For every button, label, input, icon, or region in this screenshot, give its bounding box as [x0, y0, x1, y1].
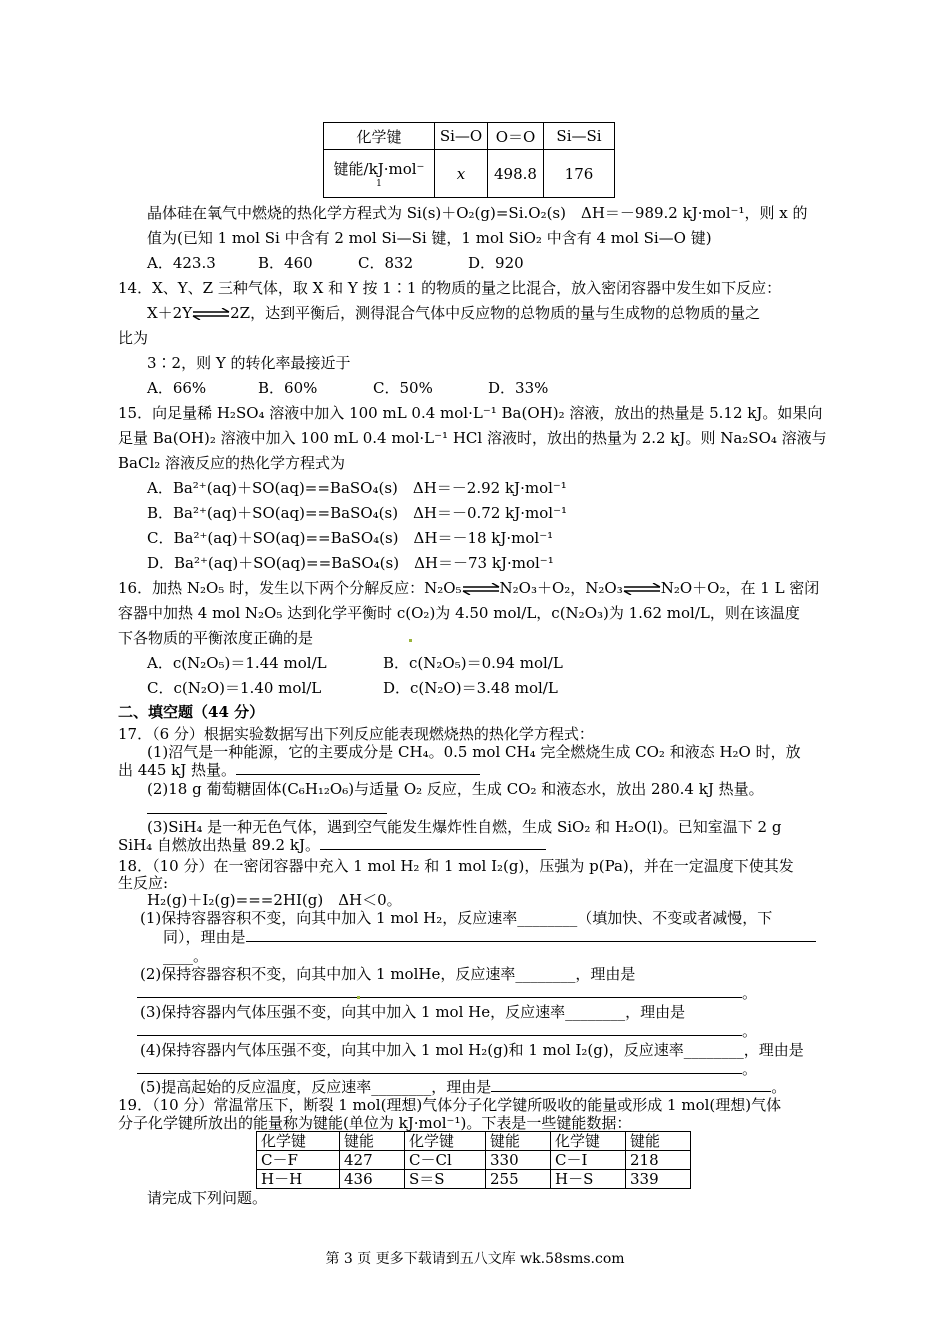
q17-p1-line1: (1)沼气是一种能源，它的主要成分是 CH₄。0.5 mol CH₄ 完全燃烧生成 CO₂ 和液态 H₂O 时，放	[147, 743, 801, 761]
q15-line2: 足量 Ba(OH)₂ 溶液中加入 100 mL 0.4 mol·L⁻¹ HCl 溶液时，放出的热量为 2.2 kJ。则 Na₂SO₄ 溶液与	[118, 429, 827, 447]
answer-blank[interactable]	[137, 1059, 742, 1074]
table1-header: Si—Si	[544, 123, 615, 150]
table2-cell: 化学键	[257, 1132, 340, 1151]
q18-s2-line2: 。	[137, 983, 757, 1003]
q17-line1: 17．（6 分）根据实验数据写出下列反应能表现燃烧热的热化学方程式：	[118, 725, 594, 743]
answer-blank[interactable]	[137, 1021, 742, 1036]
table2-cell: 化学键	[551, 1132, 626, 1151]
q18-s3-line1: (3)保持容器内气体压强不变，向其中加入 1 mol He，反应速率________，理由是	[140, 1003, 686, 1021]
q16-line2: 容器中加热 4 mol N₂O₅ 达到化学平衡时 c(O₂)为 4.50 mol/L，c(N₂O₃)为 1.62 mol/L，则在该温度	[118, 604, 800, 622]
q13-option-d: D．920	[468, 254, 524, 272]
q17-p2-line1: (2)18 g 葡萄糖固体(C₆H₁₂O₆)与适量 O₂ 反应，生成 CO₂ 和液态水，放出 280.4 kJ 热量。	[147, 780, 764, 798]
q15-option-c: C．Ba²⁺(aq)＋SO(aq)==BaSO₄(s) ΔH＝－18 kJ·mol⁻¹	[147, 529, 554, 547]
table1-row-label: 键能/kJ·mol⁻ 1	[324, 150, 435, 198]
q16-option-d: D．c(N₂O)＝3.48 mol/L	[383, 679, 558, 697]
answer-blank[interactable]	[320, 835, 546, 850]
q15-option-b: B．Ba²⁺(aq)＋SO(aq)==BaSO₄(s) ΔH＝－0.72 kJ·mol⁻¹	[147, 504, 568, 522]
table2-cell: 339	[626, 1170, 691, 1189]
table1-cell: 498.8	[488, 150, 544, 198]
q13-option-c: C．832	[358, 254, 414, 272]
q13-option-b: B．460	[258, 254, 313, 272]
q17-p3-line1: (3)SiH₄ 是一种无色气体，遇到空气能发生爆炸性自燃，生成 SiO₂ 和 H₂O(l)。已知室温下 2 g	[147, 818, 782, 836]
table2-cell: H－S	[551, 1170, 626, 1189]
table2-cell: 427	[340, 1151, 405, 1170]
stray-dot	[409, 639, 412, 642]
table1-header: O＝O	[488, 123, 544, 150]
table2-cell: S＝S	[405, 1170, 486, 1189]
q18-s1-line1: (1)保持容器容积不变，向其中加入 1 mol H₂，反应速率________（填加快、不变或者减慢，下	[140, 909, 773, 927]
table1-header: 化学键	[324, 123, 435, 150]
q18-s2-line1: (2)保持容器容积不变，向其中加入 1 molHe，反应速率________，理由是	[140, 965, 636, 983]
answer-blank[interactable]	[137, 983, 742, 998]
q13-line1: 晶体硅在氧气中燃烧的热化学方程式为 Si(s)＋O₂(g)=Si.O₂(s) ΔH＝－989.2 kJ·mol⁻¹，则 x 的	[147, 204, 808, 222]
equilibrium-arrow-icon	[462, 583, 500, 595]
q19-line3: 请完成下列问题。	[147, 1189, 268, 1207]
q16-option-b: B．c(N₂O₅)＝0.94 mol/L	[383, 654, 563, 672]
equilibrium-arrow-icon	[623, 583, 661, 595]
q19-line2: 分子化学键所放出的能量称为键能(单位为 kJ·mol⁻¹)。下表是一些键能数据：	[118, 1114, 632, 1132]
q16-option-c: C．c(N₂O)＝1.40 mol/L	[147, 679, 322, 697]
table2-cell: 键能	[626, 1132, 691, 1151]
q17-p3-line2: SiH₄ 自燃放出热量 89.2 kJ。	[118, 835, 546, 855]
q18-line1: 18．（10 分）在一密闭容器中充入 1 mol H₂ 和 1 mol I₂(g)，压强为 p(Pa)，并在一定温度下使其发	[118, 857, 794, 875]
page-footer: 第 3 页 更多下载请到五八文库 wk.58sms.com	[325, 1251, 625, 1267]
equilibrium-arrow-icon	[192, 308, 230, 320]
q14-line3: 比为	[118, 329, 149, 347]
bond-energy-table-1	[323, 122, 615, 198]
table2-cell: H－H	[257, 1170, 340, 1189]
q18-s1-line2: 同），理由是	[163, 927, 816, 947]
answer-blank[interactable]	[246, 927, 816, 942]
table2-cell: 436	[340, 1170, 405, 1189]
q14-line2: X＋2Y 2Z，达到平衡后，测得混合气体中反应物的总物质的量与生成物的总物质的量之	[147, 304, 761, 322]
q16-line1: 16．加热 N₂O₅ 时，发生以下两个分解反应：N₂O₅ N₂O₃＋O₂，N₂O₃ N₂O＋O₂，在 1 L 密闭	[118, 579, 820, 597]
q18-s4-line2: 。	[137, 1059, 757, 1079]
table1-cell: x	[435, 150, 488, 198]
table2-cell: 键能	[340, 1132, 405, 1151]
table2-cell: C－F	[257, 1151, 340, 1170]
answer-blank[interactable]	[491, 1077, 771, 1092]
q19-line1: 19．（10 分）常温常压下，断裂 1 mol(理想)气体分子化学键所吸收的能量或形成 1 mol(理想)气体	[118, 1096, 782, 1114]
table2-cell: C－I	[551, 1151, 626, 1170]
q18-s4-line1: (4)保持容器内气体压强不变，向其中加入 1 mol H₂(g)和 1 mol I₂(g)，反应速率________，理由是	[140, 1041, 804, 1059]
q15-line1: 15．向足量稀 H₂SO₄ 溶液中加入 100 mL 0.4 mol·L⁻¹ Ba(OH)₂ 溶液，放出的热量是 5.12 kJ。如果向	[118, 404, 823, 422]
q14-option-d: D．33%	[488, 379, 549, 397]
q18-line2: 生反应:	[118, 874, 169, 892]
q16-line3: 下各物质的平衡浓度正确的是	[118, 629, 314, 647]
q14-option-a: A．66%	[147, 379, 207, 397]
answer-blank[interactable]	[147, 799, 387, 814]
q13-option-a: A．423.3	[147, 254, 216, 272]
q18-line3: H₂(g)＋I₂(g)===2HI(g) ΔH＜0。	[147, 891, 402, 909]
q14-line4: 3∶2，则 Y 的转化率最接近于	[147, 354, 351, 372]
table2-cell: 化学键	[405, 1132, 486, 1151]
q17-p1-line2: 出 445 kJ 热量。	[118, 760, 480, 780]
table2-cell: 255	[486, 1170, 551, 1189]
q18-s3-line2: 。	[137, 1021, 757, 1041]
table2-cell: 键能	[486, 1132, 551, 1151]
q13-line2: 值为(已知 1 mol Si 中含有 2 mol Si—Si 键，1 mol SiO₂ 中含有 4 mol Si—O 键)	[147, 229, 712, 247]
table2-cell: 330	[486, 1151, 551, 1170]
table1-cell: 176	[544, 150, 615, 198]
q14-option-b: B．60%	[258, 379, 318, 397]
q15-option-a: A．Ba²⁺(aq)＋SO(aq)==BaSO₄(s) ΔH＝－2.92 kJ·mol⁻¹	[147, 479, 567, 497]
bond-energy-table-2	[256, 1131, 691, 1189]
answer-blank[interactable]	[236, 760, 480, 775]
q14-option-c: C．50%	[373, 379, 433, 397]
q18-s1-line3: ____。	[163, 947, 209, 965]
q15-line3: BaCl₂ 溶液反应的热化学方程式为	[118, 454, 346, 472]
stray-dot	[357, 996, 360, 999]
q15-option-d: D．Ba²⁺(aq)＋SO(aq)==BaSO₄(s) ΔH＝－73 kJ·mol⁻¹	[147, 554, 554, 572]
section-title: 二、填空题（44 分）	[118, 703, 265, 721]
table1-header: Si—O	[435, 123, 488, 150]
q14-line1: 14．X、Y、Z 三种气体，取 X 和 Y 按 1∶1 的物质的量之比混合，放入密闭容器中发生如下反应：	[118, 279, 782, 297]
q16-option-a: A．c(N₂O₅)＝1.44 mol/L	[147, 654, 327, 672]
q18-s5-line1: (5)提高起始的反应温度，反应速率________，理由是 。	[140, 1078, 787, 1096]
table2-cell: 218	[626, 1151, 691, 1170]
table2-cell: C－Cl	[405, 1151, 486, 1170]
